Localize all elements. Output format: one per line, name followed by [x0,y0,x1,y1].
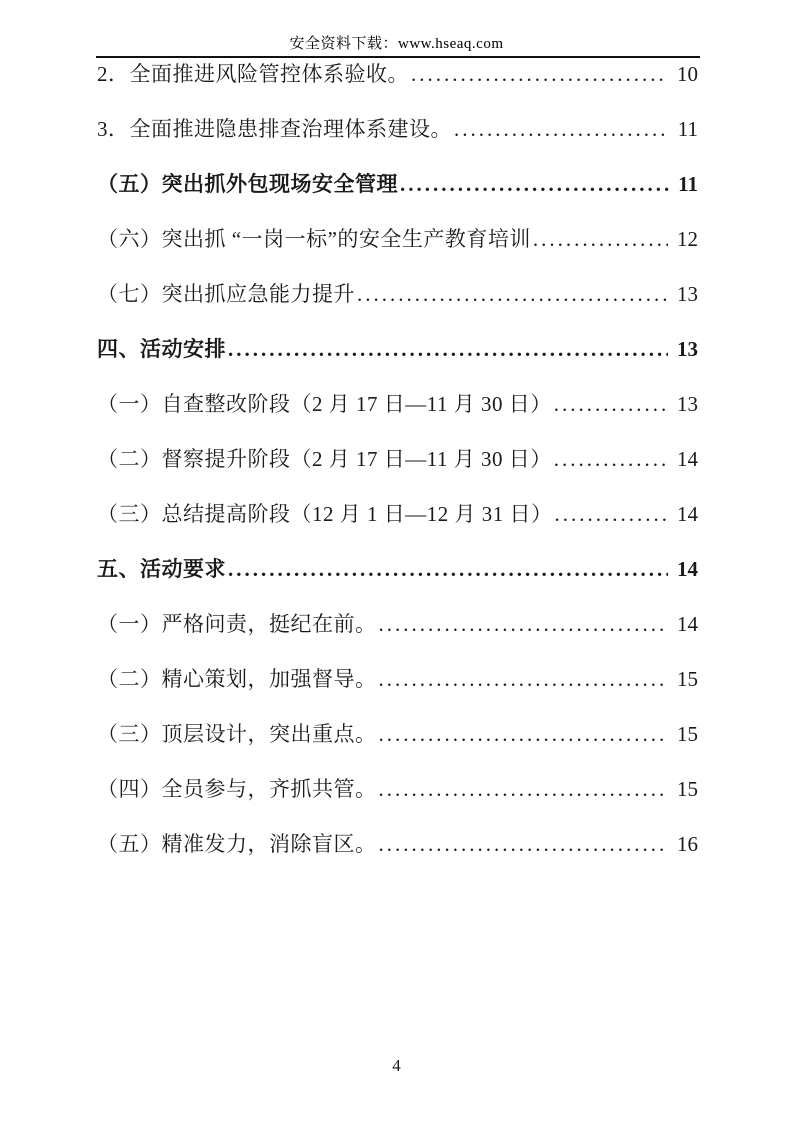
toc-entry-label: （一）自查整改阶段（2 月 17 日—11 月 30 日） [97,392,552,416]
toc-entry-label: 3．全面推进隐患排查治理体系建设。 [97,117,452,141]
toc-entry [97,555,698,610]
toc-entry-label: （五）突出抓外包现场安全管理 [97,172,398,196]
toc-entry-label: （三）顶层设计，突出重点。 [97,722,377,746]
toc-entry-page-number: 13 [677,282,698,306]
toc-entry [97,665,698,720]
toc-entry-page-number: 13 [677,392,698,416]
toc-leader-dots [379,610,669,638]
toc-leader-dots [357,280,668,308]
toc-entry-page-number: 15 [677,722,698,746]
toc-entry-label: （五）精准发力，消除盲区。 [97,832,377,856]
page-header [0,35,793,54]
toc-entry [97,830,698,885]
toc-leader-dots [228,555,668,583]
toc-leader-dots [533,225,668,253]
toc-entry-label: （三）总结提高阶段（12 月 1 日—12 月 31 日） [97,502,553,526]
toc-leader-dots [554,445,668,473]
toc-entry [97,280,698,335]
toc-entry-label: （六）突出抓 “一岗一标”的安全生产教育培训 [97,227,531,251]
header-rule [96,56,700,58]
toc-leader-dots [379,830,669,858]
toc-entry-page-number: 14 [677,612,698,636]
toc-entry-page-number: 14 [677,502,698,526]
toc-entry-page-number: 14 [677,557,698,581]
toc-entry-page-number: 13 [677,337,698,361]
toc-entry-page-number: 15 [677,777,698,801]
page-number: 4 [392,1056,401,1075]
table-of-contents [97,60,698,885]
toc-entry-label: （二）督察提升阶段（2 月 17 日—11 月 30 日） [97,447,552,471]
toc-leader-dots [454,115,669,143]
toc-entry-page-number: 14 [677,447,698,471]
toc-entry [97,115,698,170]
toc-leader-dots [555,500,669,528]
toc-entry-label: 四、活动安排 [97,337,226,361]
page-footer [0,1056,793,1076]
toc-entry [97,60,698,115]
toc-entry-page-number: 11 [677,117,698,141]
toc-entry-label: （一）严格问责，挺纪在前。 [97,612,377,636]
toc-entry-label: （四）全员参与，齐抓共管。 [97,777,377,801]
toc-entry-label: （七）突出抓应急能力提升 [97,282,355,306]
toc-entry [97,610,698,665]
toc-entry-label: 五、活动要求 [97,557,226,581]
toc-entry-label: 2．全面推进风险管控体系验收。 [97,62,409,86]
toc-entry-label: （二）精心策划，加强督导。 [97,667,377,691]
header-download-text: 安全资料下载：www.hseaq.com [289,36,504,52]
toc-entry [97,445,698,500]
toc-entry-page-number: 11 [678,172,698,196]
toc-entry [97,500,698,555]
toc-entry-page-number: 10 [677,62,698,86]
toc-entry [97,390,698,445]
toc-entry [97,225,698,280]
toc-leader-dots [228,335,668,363]
toc-entry-page-number: 16 [677,832,698,856]
toc-entry-page-number: 15 [677,667,698,691]
toc-entry-page-number: 12 [677,227,698,251]
toc-leader-dots [379,775,669,803]
toc-entry [97,775,698,830]
toc-leader-dots [379,665,669,693]
toc-leader-dots [379,720,669,748]
toc-leader-dots [554,390,668,418]
toc-leader-dots [411,60,668,88]
toc-entry [97,720,698,775]
toc-entry [97,170,698,225]
toc-leader-dots [400,170,669,198]
toc-entry [97,335,698,390]
